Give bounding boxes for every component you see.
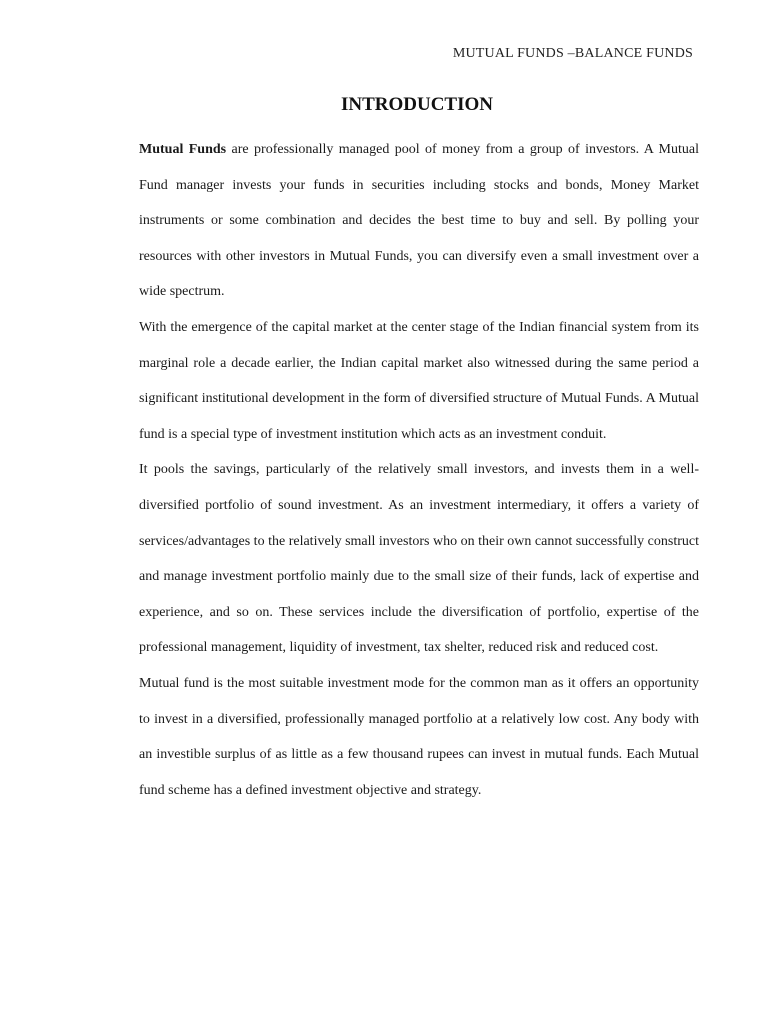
paragraph-4: Mutual fund is the most suitable investment mode for the common man as it offers an opportunity to invest in a diversified, professionally managed portfolio at a relatively low cost. Any body with an investible surplus of as little as a few thousand rupees can invest in mutual funds. Each Mutual fund scheme has a defined investment objective and strategy. xyxy=(139,675,699,798)
page-title: INTRODUCTION xyxy=(340,94,494,115)
paragraph-1 xyxy=(139,132,699,310)
paragraph-2: With the emergence of the capital market at the center stage of the Indian financial system from its marginal role a decade earlier, the Indian capital market also witnessed during the same period a significant institutional development in the form of diversified structure of Mutual Funds. A Mutual fund is a special type of investment institution which acts as an investment conduit. xyxy=(139,319,699,442)
document-body xyxy=(139,132,699,808)
paragraph-3: It pools the savings, particularly of the relatively small investors, and invests them in a well-diversified portfolio of sound investment. As an investment intermediary, it offers a variety of services/advantages to the relatively small investors who on their own cannot successfully construct and manage investment portfolio mainly due to the small size of their funds, lack of expertise and experience, and so on. These services include the diversification of portfolio, expertise of the professional management, liquidity of investment, tax shelter, reduced risk and reduced cost. xyxy=(139,462,699,656)
paragraph-1-text: are professionally managed pool of money from a group of investors. A Mutual Fund manager invests your funds in securities including stocks and bonds, Money Market instruments or some combination and decides the best time to buy and sell. By polling your resources with other investors in Mutual Funds, you can diversify even a small investment over a wide spectrum. xyxy=(139,142,699,300)
lead-term: Mutual Funds xyxy=(139,142,227,157)
running-header: MUTUAL FUNDS –BALANCE FUNDS xyxy=(452,46,693,61)
